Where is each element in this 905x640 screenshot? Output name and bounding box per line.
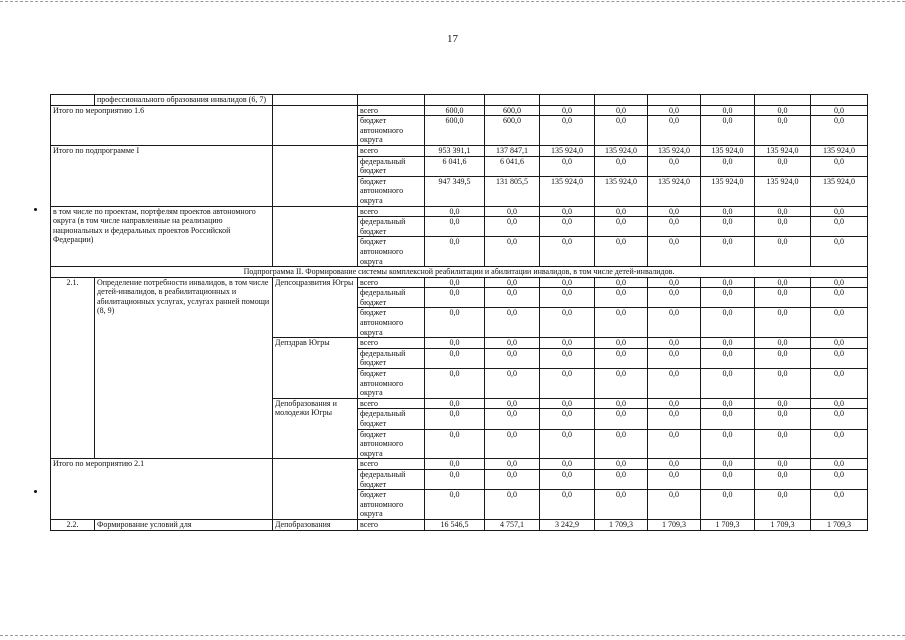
table-cell: всего — [358, 145, 425, 156]
table-cell: 0,0 — [648, 217, 701, 237]
table-cell: 135 924,0 — [648, 145, 701, 156]
table-cell: 0,0 — [540, 237, 595, 267]
table-cell: 0,0 — [701, 105, 755, 116]
table-cell: бюджет автономного округа — [358, 490, 425, 520]
table-cell: 0,0 — [595, 237, 648, 267]
table-cell: 0,0 — [701, 277, 755, 288]
table-cell — [755, 95, 811, 106]
table-cell: Депздрав Югры — [273, 338, 358, 399]
table-cell: 0,0 — [595, 277, 648, 288]
table-cell: 0,0 — [648, 409, 701, 429]
table-cell — [51, 95, 95, 106]
table-cell: 0,0 — [485, 348, 540, 368]
table-cell: 0,0 — [701, 469, 755, 489]
table-cell: 4 757,1 — [485, 519, 540, 530]
table-cell: 0,0 — [595, 409, 648, 429]
table-cell: 135 924,0 — [648, 176, 701, 206]
table-cell: 0,0 — [811, 206, 868, 217]
table-cell: 0,0 — [755, 369, 811, 399]
table-row — [51, 145, 868, 156]
table-cell: 0,0 — [540, 206, 595, 217]
table-cell: Итого по подпрограмме I — [51, 145, 273, 206]
table-cell: 0,0 — [595, 369, 648, 399]
table-cell: 0,0 — [540, 409, 595, 429]
table-cell: 600,0 — [425, 105, 485, 116]
table-cell: 0,0 — [701, 206, 755, 217]
table-cell: 0,0 — [595, 490, 648, 520]
table-cell: 0,0 — [701, 459, 755, 470]
table-cell: 953 391,1 — [425, 145, 485, 156]
table-cell — [701, 95, 755, 106]
table-cell: 0,0 — [701, 429, 755, 459]
table-cell: 0,0 — [648, 116, 701, 146]
table-cell: 0,0 — [648, 459, 701, 470]
table-cell: 0,0 — [811, 459, 868, 470]
table-cell: бюджет автономного округа — [358, 237, 425, 267]
table-cell: 135 924,0 — [701, 176, 755, 206]
margin-dot — [34, 490, 37, 493]
table-cell: 0,0 — [701, 156, 755, 176]
table-cell: 0,0 — [485, 338, 540, 349]
table-cell: 0,0 — [755, 469, 811, 489]
table-cell: 0,0 — [485, 369, 540, 399]
table-cell: 0,0 — [811, 156, 868, 176]
table-cell: 0,0 — [755, 338, 811, 349]
table-cell: 135 924,0 — [540, 176, 595, 206]
table-cell — [811, 95, 868, 106]
table-cell: 0,0 — [648, 277, 701, 288]
table-cell: 0,0 — [540, 116, 595, 146]
table-cell: 0,0 — [540, 105, 595, 116]
table-cell: 131 805,5 — [485, 176, 540, 206]
table-cell: 0,0 — [540, 277, 595, 288]
table-cell: 0,0 — [595, 105, 648, 116]
table-cell: 0,0 — [811, 116, 868, 146]
table-cell: 0,0 — [701, 237, 755, 267]
table-row — [51, 459, 868, 470]
table-cell: 0,0 — [701, 369, 755, 399]
table-row — [51, 519, 868, 530]
table-cell: 0,0 — [755, 217, 811, 237]
table-cell: 135 924,0 — [595, 145, 648, 156]
table-row — [51, 277, 868, 288]
table-cell: 0,0 — [540, 338, 595, 349]
table-cell: 0,0 — [485, 459, 540, 470]
table-cell: 0,0 — [755, 206, 811, 217]
table-cell: 1 709,3 — [595, 519, 648, 530]
table-cell — [540, 95, 595, 106]
table-cell: 0,0 — [425, 217, 485, 237]
table-cell: всего — [358, 277, 425, 288]
table-cell: 2.1. — [51, 277, 95, 459]
table-cell: 0,0 — [811, 409, 868, 429]
table-cell — [595, 95, 648, 106]
table-cell: 0,0 — [811, 217, 868, 237]
table-cell: 0,0 — [648, 156, 701, 176]
table-cell: бюджет автономного округа — [358, 176, 425, 206]
table-cell: 0,0 — [648, 338, 701, 349]
table-cell: 0,0 — [595, 156, 648, 176]
table-cell: Итого по мероприятию 2.1 — [51, 459, 273, 520]
table-cell: 0,0 — [425, 429, 485, 459]
table-cell: 0,0 — [540, 469, 595, 489]
table-cell: 0,0 — [701, 338, 755, 349]
table-cell: 137 847,1 — [485, 145, 540, 156]
table-cell: 947 349,5 — [425, 176, 485, 206]
table-cell: 135 924,0 — [811, 176, 868, 206]
table-cell: 0,0 — [755, 398, 811, 409]
table-cell: 0,0 — [595, 459, 648, 470]
table-cell: 0,0 — [540, 490, 595, 520]
table-cell: 600,0 — [485, 116, 540, 146]
table-cell: Определение потребности инвалидов, в том числе детей-инвалидов, в реабилитационных и абилитационных услугах, услугах ранней помощи (8, 9) — [95, 277, 273, 459]
table-cell: 0,0 — [425, 469, 485, 489]
table-cell — [648, 95, 701, 106]
table-cell: 0,0 — [811, 338, 868, 349]
table-cell: 0,0 — [755, 237, 811, 267]
page-number: 17 — [447, 33, 458, 45]
table-cell: 135 924,0 — [811, 145, 868, 156]
table-cell — [425, 95, 485, 106]
table-cell: 0,0 — [701, 308, 755, 338]
table-cell: 0,0 — [595, 206, 648, 217]
table-cell: 0,0 — [540, 288, 595, 308]
table-cell: 0,0 — [648, 206, 701, 217]
table-cell: 0,0 — [595, 429, 648, 459]
table-cell: 0,0 — [811, 105, 868, 116]
table-cell: 0,0 — [540, 217, 595, 237]
table-cell: всего — [358, 338, 425, 349]
table-cell: 0,0 — [485, 206, 540, 217]
table-cell: 0,0 — [811, 237, 868, 267]
table-cell: всего — [358, 105, 425, 116]
table-cell: 135 924,0 — [595, 176, 648, 206]
table-cell: 1 709,3 — [811, 519, 868, 530]
table-cell: 0,0 — [648, 308, 701, 338]
table-cell: 135 924,0 — [755, 176, 811, 206]
table-cell: 0,0 — [485, 490, 540, 520]
table-cell: 0,0 — [595, 116, 648, 146]
table-cell: 0,0 — [485, 217, 540, 237]
table-cell: 0,0 — [648, 237, 701, 267]
table-cell: 0,0 — [595, 217, 648, 237]
table-cell: Депсоцразвития Югры — [273, 277, 358, 338]
table-cell: 0,0 — [811, 369, 868, 399]
scan-edge-bottom — [0, 635, 905, 636]
table-cell — [273, 459, 358, 520]
table-cell: 0,0 — [811, 348, 868, 368]
table-cell: 0,0 — [811, 398, 868, 409]
table-cell: 3 242,9 — [540, 519, 595, 530]
table-cell: 0,0 — [485, 308, 540, 338]
table-row — [51, 105, 868, 116]
table-cell: федеральный бюджет — [358, 156, 425, 176]
table-cell: профессионального образования инвалидов (6, 7) — [95, 95, 273, 106]
table-cell: 0,0 — [648, 369, 701, 399]
table-cell: 0,0 — [811, 490, 868, 520]
table-cell: 0,0 — [540, 429, 595, 459]
table-cell: 0,0 — [755, 348, 811, 368]
table-cell: 0,0 — [425, 277, 485, 288]
table-cell: 0,0 — [540, 369, 595, 399]
table-cell: бюджет автономного округа — [358, 116, 425, 146]
table-cell: 16 546,5 — [425, 519, 485, 530]
table-cell: 0,0 — [701, 116, 755, 146]
table-row — [51, 95, 868, 106]
table-cell: 0,0 — [485, 237, 540, 267]
table-cell: 1 709,3 — [755, 519, 811, 530]
table-cell: 0,0 — [485, 277, 540, 288]
table-cell: 0,0 — [425, 338, 485, 349]
table-cell: 0,0 — [701, 288, 755, 308]
table-cell: 2.2. — [51, 519, 95, 530]
table-cell: 0,0 — [595, 469, 648, 489]
table-cell: 1 709,3 — [701, 519, 755, 530]
table-cell: федеральный бюджет — [358, 348, 425, 368]
table-cell: 0,0 — [811, 288, 868, 308]
table-cell: 0,0 — [540, 308, 595, 338]
table-cell: 135 924,0 — [701, 145, 755, 156]
table-cell: 0,0 — [425, 409, 485, 429]
table-cell: 0,0 — [540, 459, 595, 470]
table-cell: 0,0 — [811, 308, 868, 338]
table-cell: 600,0 — [425, 116, 485, 146]
table-cell: 0,0 — [755, 490, 811, 520]
table-row — [51, 267, 868, 278]
table-cell: 0,0 — [485, 288, 540, 308]
table-cell: 0,0 — [425, 288, 485, 308]
table-cell: 0,0 — [485, 469, 540, 489]
table-cell: 0,0 — [595, 398, 648, 409]
table-cell: бюджет автономного округа — [358, 429, 425, 459]
table-cell: Депобразования и молодежи Югры — [273, 398, 358, 459]
table-cell: бюджет автономного округа — [358, 369, 425, 399]
table-cell: 600,0 — [485, 105, 540, 116]
table-cell: 0,0 — [540, 348, 595, 368]
table-cell: 0,0 — [425, 237, 485, 267]
table-cell: 0,0 — [755, 308, 811, 338]
table-cell: всего — [358, 398, 425, 409]
table-cell: всего — [358, 206, 425, 217]
table-cell: 0,0 — [755, 116, 811, 146]
scan-edge-top — [0, 1, 905, 2]
table-cell: 0,0 — [648, 490, 701, 520]
table-cell: 135 924,0 — [540, 145, 595, 156]
table-cell: 0,0 — [595, 338, 648, 349]
table-cell: 0,0 — [485, 429, 540, 459]
table-cell: всего — [358, 519, 425, 530]
table-cell: 1 709,3 — [648, 519, 701, 530]
table-cell: федеральный бюджет — [358, 217, 425, 237]
table-cell: 0,0 — [485, 398, 540, 409]
table-cell: 0,0 — [755, 429, 811, 459]
table-cell: Депобразования — [273, 519, 358, 530]
table-cell: 0,0 — [595, 308, 648, 338]
table-cell: 0,0 — [648, 469, 701, 489]
table-cell: 0,0 — [540, 156, 595, 176]
table-cell: 0,0 — [755, 288, 811, 308]
table-cell: 0,0 — [701, 490, 755, 520]
table-cell: бюджет автономного округа — [358, 308, 425, 338]
table-cell: 0,0 — [425, 398, 485, 409]
table-cell: федеральный бюджет — [358, 288, 425, 308]
table-cell: 6 041,6 — [485, 156, 540, 176]
table-cell: 0,0 — [755, 277, 811, 288]
table-cell: Итого по мероприятию 1.6 — [51, 105, 273, 145]
budget-table — [50, 94, 868, 531]
table-cell: всего — [358, 459, 425, 470]
table-cell — [273, 95, 358, 106]
table-cell: 0,0 — [701, 398, 755, 409]
table-cell: в том числе по проектам, портфелям проектов автономного округа (в том числе направленные на реализацию национальных и федеральных проектов Российской Федерации) — [51, 206, 273, 267]
table-cell: 0,0 — [595, 348, 648, 368]
table-cell: 0,0 — [425, 308, 485, 338]
table-cell: 0,0 — [811, 469, 868, 489]
table-cell: 0,0 — [648, 288, 701, 308]
table-cell: 0,0 — [425, 348, 485, 368]
table-cell — [273, 105, 358, 145]
table-cell: 0,0 — [425, 490, 485, 520]
table-cell: Подпрограмма II. Формирование системы комплексной реабилитации и абилитации инвалидов, в том числе детей-инвалидов. — [51, 267, 868, 278]
table-cell: 0,0 — [648, 398, 701, 409]
table-cell: федеральный бюджет — [358, 409, 425, 429]
table-cell: 0,0 — [425, 459, 485, 470]
table-cell: Формирование условий для — [95, 519, 273, 530]
table-cell: 0,0 — [811, 277, 868, 288]
table-cell: 0,0 — [485, 409, 540, 429]
table-cell: 135 924,0 — [755, 145, 811, 156]
table-cell: 0,0 — [701, 217, 755, 237]
table-cell: 0,0 — [648, 348, 701, 368]
table-cell: 0,0 — [701, 348, 755, 368]
table-cell: 0,0 — [595, 288, 648, 308]
table-cell: 0,0 — [755, 409, 811, 429]
table-cell: 0,0 — [811, 429, 868, 459]
table-cell: 0,0 — [755, 459, 811, 470]
table-cell: федеральный бюджет — [358, 469, 425, 489]
table-cell — [485, 95, 540, 106]
table-cell — [273, 206, 358, 267]
table-cell: 0,0 — [425, 369, 485, 399]
table-cell: 6 041,6 — [425, 156, 485, 176]
table-cell: 0,0 — [701, 409, 755, 429]
table-cell: 0,0 — [540, 398, 595, 409]
margin-dot — [34, 208, 37, 211]
table-cell: 0,0 — [648, 429, 701, 459]
table-cell: 0,0 — [755, 156, 811, 176]
table-cell: 0,0 — [648, 105, 701, 116]
table-cell — [273, 145, 358, 206]
table-cell: 0,0 — [755, 105, 811, 116]
table-row — [51, 206, 868, 217]
table-cell: 0,0 — [425, 206, 485, 217]
table-cell — [358, 95, 425, 106]
